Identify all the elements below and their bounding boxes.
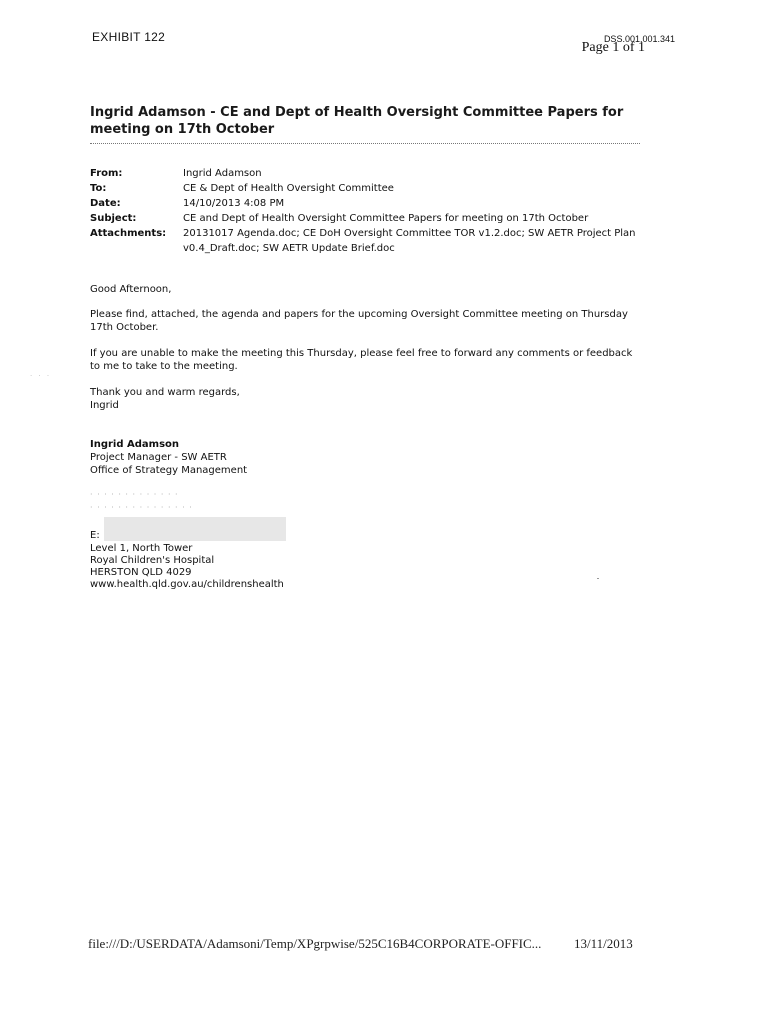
field-value: 14/10/2013 4:08 PM <box>183 198 285 209</box>
body-paragraph-1: Please find, attached, the agenda and papers for the upcoming Oversight Committee meeting on Thursday 17th October. <box>90 309 628 333</box>
field-label: Date: <box>90 198 121 209</box>
signature-name: Ingrid Adamson <box>90 439 180 450</box>
illegible-line: · · · · · · · · · · · · · · · <box>90 503 193 512</box>
address-line-3: HERSTON QLD 4029 <box>90 567 192 578</box>
footer-date: 13/11/2013 <box>574 936 633 951</box>
field-value: Ingrid Adamson <box>183 168 262 179</box>
field-subject <box>90 211 638 226</box>
signature-block <box>90 438 645 514</box>
greeting: Good Afternoon, <box>90 284 172 295</box>
field-from <box>90 166 638 181</box>
signature-office: Office of Strategy Management <box>90 465 248 476</box>
website-link[interactable]: www.health.qld.gov.au/childrenshealth <box>90 579 284 590</box>
exhibit-label: EXHIBIT 122 <box>92 30 166 44</box>
field-value: CE and Dept of Health Oversight Committee Papers for meeting on 17th October <box>183 213 589 224</box>
redaction-box <box>104 517 286 541</box>
page-number: Page 1 of 1 <box>581 40 645 55</box>
field-label: Subject: <box>90 213 137 224</box>
closing-line: Thank you and warm regards, <box>90 387 240 398</box>
address-line-1: Level 1, North Tower <box>90 543 193 554</box>
field-to <box>90 181 638 196</box>
body-paragraph-2: If you are unable to make the meeting this Thursday, please feel free to forward any comments or feedback to me to take to the meeting. <box>90 348 633 372</box>
footer-file-path: file:///D:/USERDATA/Adamsoni/Temp/XPgrpwise/525C16B4CORPORATE-OFFIC... <box>88 936 542 951</box>
closing-name: Ingrid <box>90 400 119 411</box>
field-label: From: <box>90 168 123 179</box>
field-value: CE & Dept of Health Oversight Committee <box>183 183 394 194</box>
field-label: To: <box>90 183 107 194</box>
scan-speckle <box>597 578 599 579</box>
email-title: Ingrid Adamson - CE and Dept of Health Oversight Committee Papers for meeting on 17th October <box>90 105 624 137</box>
illegible-line: · · · · · · · · · · · · · <box>90 490 179 499</box>
field-label: Attachments: <box>90 228 167 239</box>
field-date <box>90 196 638 211</box>
title-divider <box>90 143 640 144</box>
address-line-2: Royal Children's Hospital <box>90 555 215 566</box>
email-label: E: <box>90 530 100 541</box>
scan-speckle: · · · <box>30 372 52 380</box>
closing <box>90 386 645 412</box>
field-attachments <box>90 226 638 256</box>
address-block <box>90 543 284 591</box>
signature-role: Project Manager - SW AETR <box>90 452 227 463</box>
spacer <box>90 477 645 488</box>
email-header-fields <box>90 166 638 256</box>
field-value: 20131017 Agenda.doc; CE DoH Oversight Committee TOR v1.2.doc; SW AETR Project Plan v0.4_Draft.doc; SW AETR Update Brief.doc <box>183 228 636 254</box>
document-id: DSS.001.001.341 <box>603 34 675 44</box>
